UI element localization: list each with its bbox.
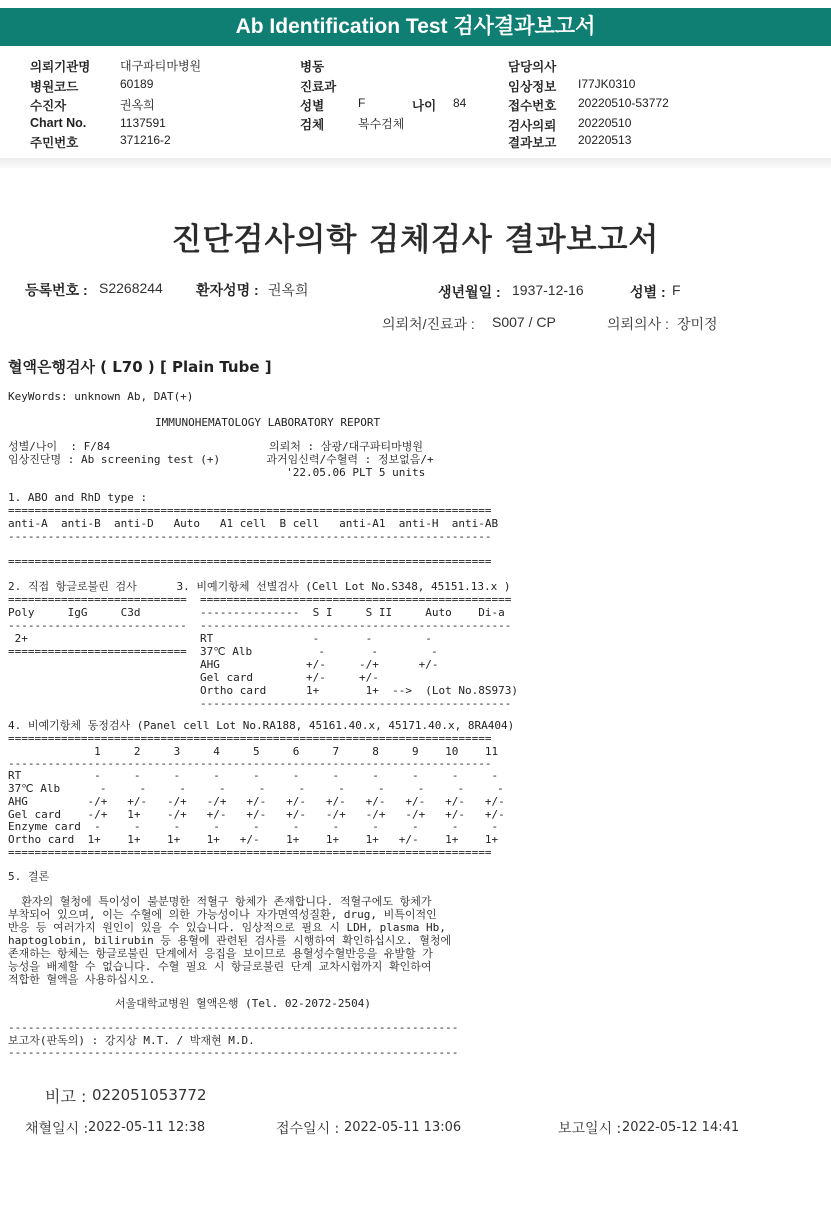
conclusion-line-2: 부착되어 있으며, 이는 수혈에 의한 가능성이나 자가면역성질환, drug, 비특이적인 bbox=[8, 908, 437, 921]
test-req-value: 20220510 bbox=[578, 116, 632, 130]
name-value: 권옥희 bbox=[268, 282, 309, 298]
info-line-3: '22.05.06 PLT 5 units bbox=[8, 466, 426, 479]
sex-value: F bbox=[358, 96, 366, 110]
conclusion-line-4: haptoglobin, bilirubin 등 용혈에 관련된 검사를 시행하여 확인하십시오. 혈청에 bbox=[8, 934, 452, 947]
reg-label: 등록번호 : bbox=[25, 282, 88, 298]
reporter-rule-2: -------------------------------------------------------------------- bbox=[8, 1046, 459, 1059]
report-time-value: 2022-05-12 14:41 bbox=[622, 1120, 740, 1135]
info-line-1: 성별/나이 : F/84 의뢰처 : 삼광/대구파티마병원 bbox=[8, 440, 424, 453]
clinical-value: I77JK0310 bbox=[578, 77, 636, 91]
dat-line-8: Ortho card 1+ 1+ --> (Lot No.8S973) bbox=[8, 684, 518, 697]
doc-value: 장미정 bbox=[677, 316, 718, 332]
name-label: 환자성명 : bbox=[196, 282, 259, 298]
section-1-title: 1. ABO and RhD type : bbox=[8, 491, 148, 504]
ref-label: 의뢰처/진료과 : bbox=[382, 316, 475, 332]
section-4-title: 4. 비예기항체 동정검사 (Panel cell Lot No.RA188, 45161.40.x, 45171.40.x, 8RA404) bbox=[8, 719, 515, 732]
panel-row-rt: RT - - - - - - - - - - - bbox=[8, 769, 499, 782]
conclusion-line-7: 적합한 혈액을 사용하십시오. bbox=[8, 973, 156, 986]
panel-row-alb: 37℃ Alb - - - - - - - - - - - bbox=[8, 782, 504, 795]
collect-value: 2022-05-11 12:38 bbox=[88, 1120, 206, 1135]
specimen-label: 검체 bbox=[300, 118, 325, 132]
ward-label: 병동 bbox=[300, 60, 325, 74]
panel-row-ahg: AHG -/+ +/- -/+ -/+ +/- +/- +/- +/- +/- +/- +/- bbox=[8, 795, 505, 808]
dat-line-9: ----------------------------------------------- bbox=[8, 697, 512, 710]
note-value: 022051053772 bbox=[92, 1086, 207, 1104]
dept-label: 진료과 bbox=[300, 80, 337, 94]
chart-value: 1137591 bbox=[120, 116, 166, 130]
section-title: 혈액은행검사 ( L70 ) [ Plain Tube ] bbox=[8, 358, 272, 376]
abo-rule-3: ========================================================================= bbox=[8, 555, 492, 568]
req-org-value: 대구파티마병원 bbox=[120, 59, 202, 73]
receipt-value: 20220510-53772 bbox=[578, 96, 669, 110]
age-value: 84 bbox=[453, 96, 467, 110]
hosp-code-label: 병원코드 bbox=[30, 80, 79, 94]
result-date-value: 20220513 bbox=[578, 133, 632, 147]
reporter-rule-1: -------------------------------------------------------------------- bbox=[8, 1021, 459, 1034]
abo-rule-2: ------------------------------------------------------------------------- bbox=[8, 530, 492, 543]
req-org-label: 의뢰기관명 bbox=[30, 60, 91, 74]
ssn-value: 371216-2 bbox=[120, 133, 171, 147]
header-divider bbox=[0, 158, 831, 168]
reg-value: S2268244 bbox=[99, 280, 163, 296]
panel-row-enzyme: Enzyme card - - - - - - - - - - - bbox=[8, 820, 499, 833]
panel-header: 1 2 3 4 5 6 7 8 9 10 11 bbox=[8, 745, 499, 758]
collect-label: 채혈일시 : bbox=[25, 1121, 89, 1137]
dat-line-4: 2+ RT - - - bbox=[8, 632, 432, 645]
report-sex-value: F bbox=[672, 282, 681, 298]
dat-line-2: Poly IgG C3d --------------- S I S II Auto Di-a bbox=[8, 606, 505, 619]
dat-line-7: Gel card +/- +/- bbox=[8, 671, 379, 684]
report-banner: Ab Identification Test 검사결과보고서 bbox=[0, 8, 831, 46]
panel-rule-2: ========================================================================= bbox=[8, 846, 492, 859]
dat-line-6: AHG +/- -/+ +/- bbox=[8, 658, 439, 671]
conclusion-line-5: 존재하는 항체는 항글로불린 단계에서 응집을 보이므로 용혈성수혈반응을 유발할 가 bbox=[8, 947, 433, 960]
sex-label: 성별 bbox=[300, 99, 325, 113]
patient-value: 권옥희 bbox=[120, 98, 155, 112]
receipt-label: 접수번호 bbox=[508, 99, 557, 113]
result-date-label: 결과보고 bbox=[508, 136, 557, 150]
clinical-label: 임상정보 bbox=[508, 80, 557, 94]
chart-label: Chart No. bbox=[30, 116, 87, 130]
panel-row-gel: Gel card -/+ 1+ -/+ +/- +/- +/- -/+ -/+ -/+ +/- +/- bbox=[8, 808, 505, 821]
conclusion-line-1: 환자의 혈청에 특이성이 불분명한 적혈구 항체가 존재합니다. 적혈구에도 항체가 bbox=[8, 895, 432, 908]
dat-screen-title: 2. 직접 항글로불린 검사 3. 비예기항체 선별검사 (Cell Lot No.S348, 45151.13.x ) bbox=[8, 580, 511, 593]
keywords: KeyWords: unknown Ab, DAT(+) bbox=[8, 390, 194, 403]
dob-value: 1937-12-16 bbox=[512, 282, 584, 298]
report-time-label: 보고일시 : bbox=[558, 1121, 622, 1137]
report-sex-label: 성별 : bbox=[630, 284, 666, 300]
receive-label: 접수일시 : bbox=[276, 1121, 340, 1137]
specimen-value: 복수검체 bbox=[358, 117, 405, 131]
info-line-2: 임상진단명 : Ab screening test (+) 과거임신력/수혈력 : 정보없음/+ bbox=[8, 453, 434, 466]
receive-value: 2022-05-11 13:06 bbox=[344, 1120, 462, 1135]
panel-rule-1: ========================================================================= bbox=[8, 732, 492, 745]
ref-value: S007 / CP bbox=[492, 314, 556, 330]
dat-line-3: --------------------------- ----------------------------------------------- bbox=[8, 619, 512, 632]
panel-dash: ------------------------------------------------------------------------- bbox=[8, 757, 492, 770]
doc-label: 의뢰의사 : bbox=[607, 316, 669, 332]
ssn-label: 주민번호 bbox=[30, 136, 79, 150]
note-label: 비고 : bbox=[45, 1087, 87, 1106]
abo-rule-1: ========================================================================= bbox=[8, 504, 492, 517]
section-5-title: 5. 결론 bbox=[8, 870, 50, 883]
blood-bank-contact: 서울대학교병원 혈액은행 (Tel. 02-2072-2504) bbox=[115, 997, 371, 1010]
age-label: 나이 bbox=[412, 99, 437, 113]
conclusion-line-3: 반응 등 여러가지 원인이 있을 수 있습니다. 임상적으로 필요 시 LDH, plasma Hb, bbox=[8, 921, 446, 934]
test-req-label: 검사의뢰 bbox=[508, 119, 557, 133]
doctor-label: 담당의사 bbox=[508, 60, 557, 74]
dat-line-5: =========================== 37℃ Alb - - - bbox=[8, 645, 438, 658]
panel-row-ortho: Ortho card 1+ 1+ 1+ 1+ +/- 1+ 1+ 1+ +/- 1+ 1+ bbox=[8, 833, 499, 846]
lab-title: IMMUNOHEMATOLOGY LABORATORY REPORT bbox=[155, 416, 381, 429]
patient-label: 수진자 bbox=[30, 99, 67, 113]
dob-label: 생년월일 : bbox=[438, 284, 501, 300]
abo-header: anti-A anti-B anti-D Auto A1 cell B cell anti-A1 anti-H anti-AB bbox=[8, 517, 499, 530]
conclusion-line-6: 능성을 배제할 수 없습니다. 수혈 필요 시 항글로불린 단계 교차시험까지 확인하여 bbox=[8, 960, 432, 973]
reporter: 보고자(판독의) : 강지상 M.T. / 박재현 M.D. bbox=[8, 1034, 255, 1047]
hosp-code-value: 60189 bbox=[120, 77, 154, 91]
report-title: 진단검사의학 검체검사 결과보고서 bbox=[171, 222, 660, 258]
dat-line-1: =========================== =============================================== bbox=[8, 593, 512, 606]
